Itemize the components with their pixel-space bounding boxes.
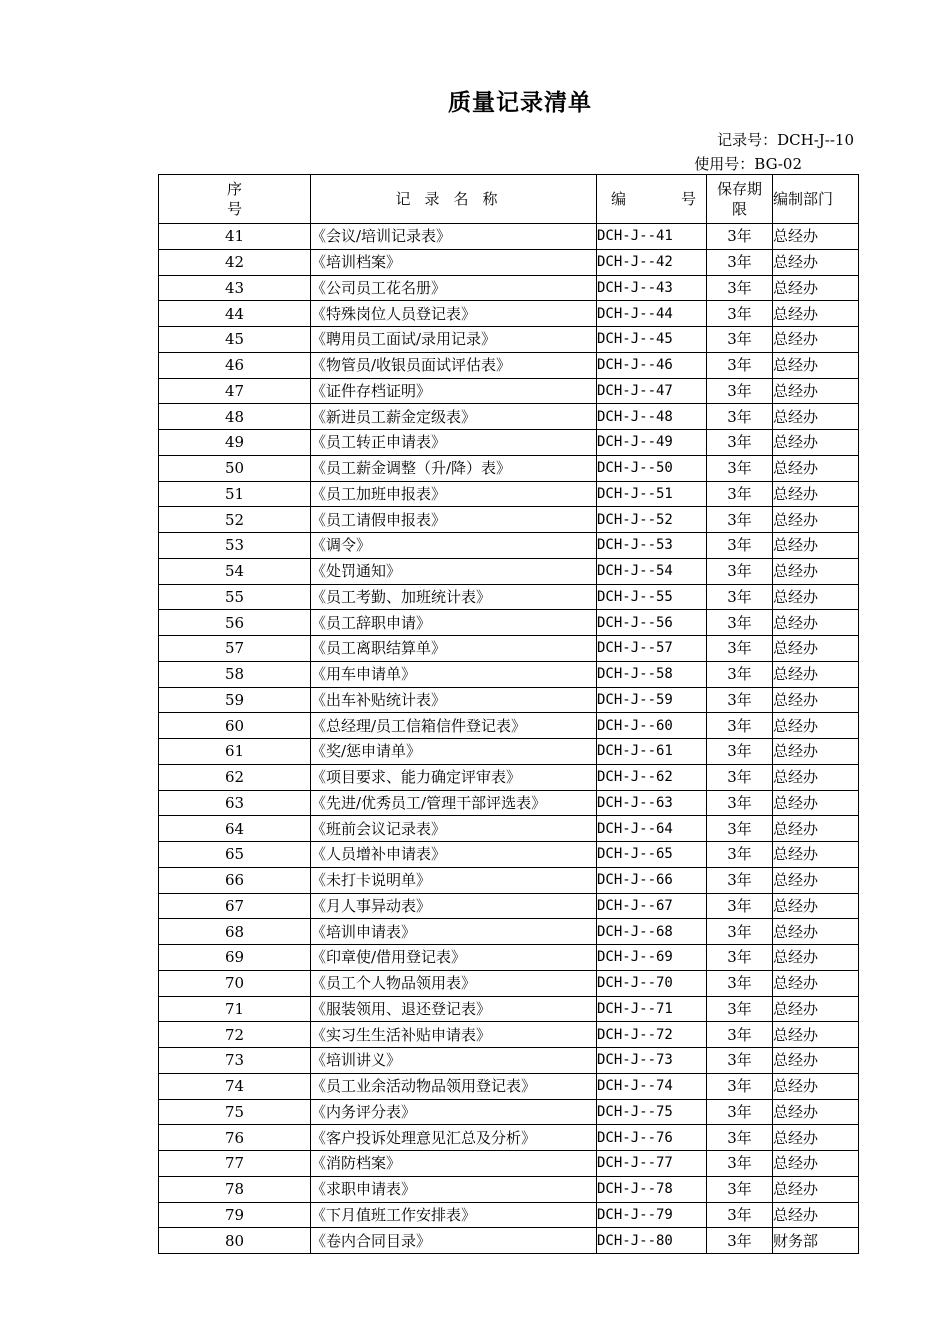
row-serial-no: 48 [159, 404, 311, 430]
row-code: DCH-J--68 [597, 919, 707, 945]
header-serial-no [159, 175, 311, 224]
row-code: DCH-J--54 [597, 558, 707, 584]
table-row [159, 790, 859, 816]
row-code: DCH-J--71 [597, 996, 707, 1022]
row-record-name: 《员工加班申报表》 [311, 481, 597, 507]
header-department: 编制部门 [773, 175, 859, 224]
row-department: 总经办 [773, 996, 859, 1022]
row-record-name: 《会议/培训记录表》 [311, 224, 597, 250]
row-code: DCH-J--52 [597, 507, 707, 533]
row-code: DCH-J--75 [597, 1099, 707, 1125]
record-list-table [158, 174, 859, 1254]
row-department: 总经办 [773, 327, 859, 353]
row-retention-period: 3年 [707, 275, 773, 301]
table-row [159, 610, 859, 636]
table-row [159, 919, 859, 945]
row-serial-no: 66 [159, 867, 311, 893]
row-retention-period: 3年 [707, 842, 773, 868]
row-record-name: 《员工请假申报表》 [311, 507, 597, 533]
row-retention-period: 3年 [707, 1228, 773, 1254]
row-record-name: 《特殊岗位人员登记表》 [311, 301, 597, 327]
table-row [159, 584, 859, 610]
row-department: 总经办 [773, 224, 859, 250]
row-retention-period: 3年 [707, 713, 773, 739]
row-record-name: 《项目要求、能力确定评审表》 [311, 764, 597, 790]
row-record-name: 《服装领用、退还登记表》 [311, 996, 597, 1022]
row-serial-no: 43 [159, 275, 311, 301]
row-retention-period: 3年 [707, 1125, 773, 1151]
row-serial-no: 44 [159, 301, 311, 327]
row-serial-no: 69 [159, 945, 311, 971]
row-serial-no: 78 [159, 1176, 311, 1202]
table-row [159, 301, 859, 327]
row-department: 总经办 [773, 378, 859, 404]
row-serial-no: 72 [159, 1022, 311, 1048]
row-code: DCH-J--74 [597, 1073, 707, 1099]
table-row [159, 970, 859, 996]
row-serial-no: 58 [159, 661, 311, 687]
row-retention-period: 3年 [707, 1176, 773, 1202]
row-retention-period: 3年 [707, 1202, 773, 1228]
table-row [159, 1151, 859, 1177]
row-department: 总经办 [773, 481, 859, 507]
use-number: 使用号：BG-02 [694, 155, 802, 173]
row-record-name: 《下月值班工作安排表》 [311, 1202, 597, 1228]
row-department: 总经办 [773, 970, 859, 996]
row-department: 总经办 [773, 1022, 859, 1048]
table-row [159, 327, 859, 353]
table-body [159, 224, 859, 1254]
row-department: 总经办 [773, 713, 859, 739]
row-code: DCH-J--67 [597, 893, 707, 919]
row-retention-period: 3年 [707, 455, 773, 481]
table-row [159, 430, 859, 456]
header-serial-no-line2: 号 [226, 200, 242, 218]
row-department: 总经办 [773, 636, 859, 662]
row-department: 总经办 [773, 816, 859, 842]
row-code: DCH-J--78 [597, 1176, 707, 1202]
row-department: 总经办 [773, 790, 859, 816]
row-department: 总经办 [773, 1099, 859, 1125]
table-row [159, 636, 859, 662]
row-retention-period: 3年 [707, 919, 773, 945]
row-retention-period: 3年 [707, 1022, 773, 1048]
table-row [159, 687, 859, 713]
table-row [159, 713, 859, 739]
table-row [159, 764, 859, 790]
table-row [159, 378, 859, 404]
row-retention-period: 3年 [707, 945, 773, 971]
row-department: 总经办 [773, 867, 859, 893]
row-code: DCH-J--76 [597, 1125, 707, 1151]
row-code: DCH-J--61 [597, 739, 707, 765]
row-department: 总经办 [773, 558, 859, 584]
table-row [159, 275, 859, 301]
row-retention-period: 3年 [707, 739, 773, 765]
row-code: DCH-J--77 [597, 1151, 707, 1177]
row-department: 总经办 [773, 1176, 859, 1202]
row-serial-no: 62 [159, 764, 311, 790]
row-record-name: 《人员增补申请表》 [311, 842, 597, 868]
header-row [159, 175, 859, 224]
row-department: 总经办 [773, 610, 859, 636]
row-retention-period: 3年 [707, 1073, 773, 1099]
row-department: 总经办 [773, 533, 859, 559]
row-serial-no: 46 [159, 352, 311, 378]
row-code: DCH-J--49 [597, 430, 707, 456]
row-record-name: 《求职申请表》 [311, 1176, 597, 1202]
table-row [159, 893, 859, 919]
row-department: 总经办 [773, 1125, 859, 1151]
table-row [159, 1048, 859, 1074]
table-row [159, 1176, 859, 1202]
row-serial-no: 49 [159, 430, 311, 456]
row-retention-period: 3年 [707, 996, 773, 1022]
row-code: DCH-J--56 [597, 610, 707, 636]
row-record-name: 《新进员工薪金定级表》 [311, 404, 597, 430]
table-row [159, 867, 859, 893]
row-retention-period: 3年 [707, 661, 773, 687]
row-record-name: 《公司员工花名册》 [311, 275, 597, 301]
table-row [159, 352, 859, 378]
row-department: 财务部 [773, 1228, 859, 1254]
header-code-part2: 号 [680, 190, 696, 208]
row-code: DCH-J--43 [597, 275, 707, 301]
row-record-name: 《月人事异动表》 [311, 893, 597, 919]
row-retention-period: 3年 [707, 1048, 773, 1074]
row-retention-period: 3年 [707, 249, 773, 275]
row-retention-period: 3年 [707, 687, 773, 713]
row-retention-period: 3年 [707, 610, 773, 636]
table-row [159, 661, 859, 687]
row-retention-period: 3年 [707, 533, 773, 559]
row-record-name: 《培训讲义》 [311, 1048, 597, 1074]
row-serial-no: 80 [159, 1228, 311, 1254]
row-department: 总经办 [773, 507, 859, 533]
row-code: DCH-J--46 [597, 352, 707, 378]
row-serial-no: 67 [159, 893, 311, 919]
row-code: DCH-J--63 [597, 790, 707, 816]
row-serial-no: 56 [159, 610, 311, 636]
row-code: DCH-J--47 [597, 378, 707, 404]
row-record-name: 《未打卡说明单》 [311, 867, 597, 893]
row-record-name: 《员工薪金调整（升/降）表》 [311, 455, 597, 481]
header-code-part1: 编 [611, 190, 627, 208]
row-record-name: 《出车补贴统计表》 [311, 687, 597, 713]
row-record-name: 《先进/优秀员工/管理干部评选表》 [311, 790, 597, 816]
row-code: DCH-J--44 [597, 301, 707, 327]
row-record-name: 《用车申请单》 [311, 661, 597, 687]
row-retention-period: 3年 [707, 224, 773, 250]
table-row [159, 404, 859, 430]
row-retention-period: 3年 [707, 430, 773, 456]
row-record-name: 《调令》 [311, 533, 597, 559]
row-code: DCH-J--55 [597, 584, 707, 610]
header-retention-period [707, 175, 773, 224]
table-row [159, 249, 859, 275]
row-department: 总经办 [773, 1151, 859, 1177]
row-serial-no: 79 [159, 1202, 311, 1228]
row-code: DCH-J--62 [597, 764, 707, 790]
row-department: 总经办 [773, 661, 859, 687]
table-row [159, 739, 859, 765]
table-row [159, 1202, 859, 1228]
row-serial-no: 54 [159, 558, 311, 584]
row-record-name: 《奖/惩申请单》 [311, 739, 597, 765]
table-row [159, 816, 859, 842]
row-code: DCH-J--45 [597, 327, 707, 353]
header-serial-no-line1: 序 [226, 180, 242, 198]
row-record-name: 《消防档案》 [311, 1151, 597, 1177]
row-serial-no: 61 [159, 739, 311, 765]
row-record-name: 《员工离职结算单》 [311, 636, 597, 662]
row-retention-period: 3年 [707, 352, 773, 378]
row-code: DCH-J--58 [597, 661, 707, 687]
row-code: DCH-J--80 [597, 1228, 707, 1254]
row-department: 总经办 [773, 301, 859, 327]
row-record-name: 《实习生生活补贴申请表》 [311, 1022, 597, 1048]
row-record-name: 《内务评分表》 [311, 1099, 597, 1125]
row-retention-period: 3年 [707, 970, 773, 996]
row-code: DCH-J--57 [597, 636, 707, 662]
row-department: 总经办 [773, 1202, 859, 1228]
row-department: 总经办 [773, 352, 859, 378]
table-row [159, 481, 859, 507]
row-record-name: 《员工辞职申请》 [311, 610, 597, 636]
table-row [159, 558, 859, 584]
row-record-name: 《证件存档证明》 [311, 378, 597, 404]
row-retention-period: 3年 [707, 764, 773, 790]
table-row [159, 1099, 859, 1125]
row-code: DCH-J--53 [597, 533, 707, 559]
row-serial-no: 74 [159, 1073, 311, 1099]
row-retention-period: 3年 [707, 816, 773, 842]
row-department: 总经办 [773, 430, 859, 456]
row-serial-no: 59 [159, 687, 311, 713]
row-code: DCH-J--60 [597, 713, 707, 739]
row-serial-no: 75 [159, 1099, 311, 1125]
row-record-name: 《客户投诉处理意见汇总及分析》 [311, 1125, 597, 1151]
row-serial-no: 60 [159, 713, 311, 739]
row-serial-no: 50 [159, 455, 311, 481]
row-serial-no: 53 [159, 533, 311, 559]
row-code: DCH-J--73 [597, 1048, 707, 1074]
row-code: DCH-J--48 [597, 404, 707, 430]
table-row [159, 533, 859, 559]
row-code: DCH-J--64 [597, 816, 707, 842]
table-row [159, 1228, 859, 1254]
table-header [159, 175, 859, 224]
record-number: 记录号：DCH-J--10 [717, 131, 854, 149]
row-department: 总经办 [773, 842, 859, 868]
row-record-name: 《员工个人物品领用表》 [311, 970, 597, 996]
table-row [159, 996, 859, 1022]
row-department: 总经办 [773, 1048, 859, 1074]
table-row [159, 455, 859, 481]
row-record-name: 《印章使/借用登记表》 [311, 945, 597, 971]
header-code [597, 175, 707, 224]
row-record-name: 《员工转正申请表》 [311, 430, 597, 456]
row-department: 总经办 [773, 455, 859, 481]
row-department: 总经办 [773, 249, 859, 275]
row-serial-no: 64 [159, 816, 311, 842]
row-retention-period: 3年 [707, 301, 773, 327]
row-retention-period: 3年 [707, 867, 773, 893]
row-department: 总经办 [773, 893, 859, 919]
row-retention-period: 3年 [707, 507, 773, 533]
table-row [159, 945, 859, 971]
row-retention-period: 3年 [707, 1151, 773, 1177]
table-row [159, 842, 859, 868]
row-serial-no: 55 [159, 584, 311, 610]
table-row [159, 1125, 859, 1151]
row-record-name: 《聘用员工面试/录用记录》 [311, 327, 597, 353]
row-code: DCH-J--59 [597, 687, 707, 713]
row-code: DCH-J--42 [597, 249, 707, 275]
row-code: DCH-J--66 [597, 867, 707, 893]
page-title: 质量记录清单 [448, 90, 592, 116]
row-serial-no: 71 [159, 996, 311, 1022]
row-department: 总经办 [773, 764, 859, 790]
row-retention-period: 3年 [707, 1099, 773, 1125]
row-retention-period: 3年 [707, 481, 773, 507]
row-code: DCH-J--69 [597, 945, 707, 971]
row-retention-period: 3年 [707, 327, 773, 353]
row-department: 总经办 [773, 945, 859, 971]
row-serial-no: 42 [159, 249, 311, 275]
row-retention-period: 3年 [707, 636, 773, 662]
row-department: 总经办 [773, 584, 859, 610]
row-department: 总经办 [773, 404, 859, 430]
row-serial-no: 52 [159, 507, 311, 533]
row-serial-no: 57 [159, 636, 311, 662]
row-code: DCH-J--79 [597, 1202, 707, 1228]
row-code: DCH-J--50 [597, 455, 707, 481]
row-retention-period: 3年 [707, 790, 773, 816]
row-record-name: 《处罚通知》 [311, 558, 597, 584]
row-department: 总经办 [773, 275, 859, 301]
row-serial-no: 73 [159, 1048, 311, 1074]
row-retention-period: 3年 [707, 404, 773, 430]
row-department: 总经办 [773, 739, 859, 765]
row-record-name: 《培训申请表》 [311, 919, 597, 945]
row-serial-no: 51 [159, 481, 311, 507]
row-record-name: 《总经理/员工信箱信件登记表》 [311, 713, 597, 739]
row-code: DCH-J--72 [597, 1022, 707, 1048]
header-retention-line1: 保存期 [716, 180, 762, 198]
table-row [159, 1022, 859, 1048]
header-record-name: 记录名称 [311, 175, 597, 224]
row-serial-no: 63 [159, 790, 311, 816]
row-retention-period: 3年 [707, 378, 773, 404]
table-row [159, 507, 859, 533]
row-department: 总经办 [773, 1073, 859, 1099]
row-serial-no: 41 [159, 224, 311, 250]
row-serial-no: 45 [159, 327, 311, 353]
row-department: 总经办 [773, 687, 859, 713]
row-record-name: 《员工业余活动物品领用登记表》 [311, 1073, 597, 1099]
row-record-name: 《物管员/收银员面试评估表》 [311, 352, 597, 378]
row-retention-period: 3年 [707, 893, 773, 919]
row-code: DCH-J--70 [597, 970, 707, 996]
row-code: DCH-J--51 [597, 481, 707, 507]
row-record-name: 《员工考勤、加班统计表》 [311, 584, 597, 610]
row-record-name: 《班前会议记录表》 [311, 816, 597, 842]
row-department: 总经办 [773, 919, 859, 945]
table-row [159, 1073, 859, 1099]
table-row [159, 224, 859, 250]
row-record-name: 《培训档案》 [311, 249, 597, 275]
row-serial-no: 70 [159, 970, 311, 996]
row-code: DCH-J--65 [597, 842, 707, 868]
header-retention-line2: 限 [731, 200, 747, 218]
row-record-name: 《卷内合同目录》 [311, 1228, 597, 1254]
row-retention-period: 3年 [707, 558, 773, 584]
row-serial-no: 76 [159, 1125, 311, 1151]
row-serial-no: 68 [159, 919, 311, 945]
row-code: DCH-J--41 [597, 224, 707, 250]
row-serial-no: 77 [159, 1151, 311, 1177]
row-retention-period: 3年 [707, 584, 773, 610]
row-serial-no: 47 [159, 378, 311, 404]
row-serial-no: 65 [159, 842, 311, 868]
